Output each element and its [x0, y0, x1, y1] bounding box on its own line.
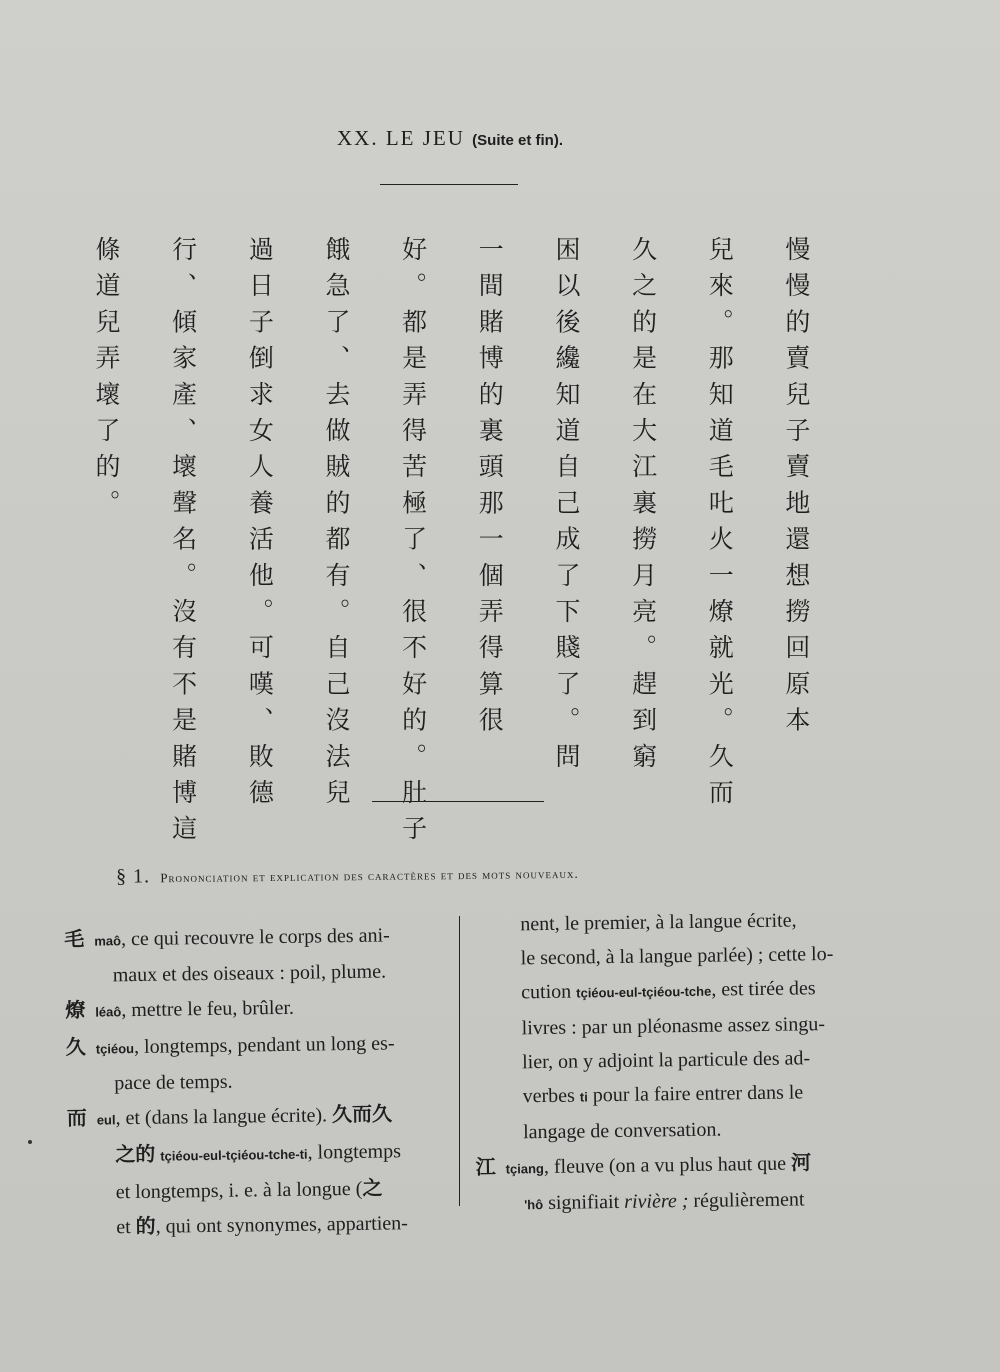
chinese-column-4: 困以後纔知道自己成了下賤了。問: [551, 236, 581, 779]
romanization: eul: [96, 1112, 116, 1128]
entry-continuation: nent, le premier, à la langue écrite,: [520, 909, 797, 936]
definition: et longtemps, i. e. à la longue (: [115, 1177, 363, 1204]
headword: 燎: [65, 997, 86, 1022]
entry-continuation: lier, on y adjoint la particule des ad-: [522, 1047, 811, 1074]
left-column: [64, 917, 458, 1245]
entry-continuation: maux et des oiseaux : poil, plume.: [112, 960, 387, 987]
chinese-text-block: [86, 236, 816, 852]
headword: 毛: [64, 926, 85, 951]
romanization: tçiéou-eul-tçiéou-tche-ti: [160, 1146, 308, 1164]
entry-line: [66, 1096, 456, 1138]
definition: pour la faire entrer dans le: [587, 1081, 804, 1107]
entry-continuation: le second, à la langue parlée) ; cette lo-: [520, 942, 834, 970]
headword: 而: [66, 1105, 87, 1130]
chinese-column-7: 餓急了、去做賊的都有。自己沒法兒: [321, 236, 351, 816]
romanization: léaô: [95, 1004, 122, 1020]
italic-term: rivière ;: [624, 1190, 689, 1213]
entry-line: [64, 917, 454, 959]
definition: , longtemps, pendant un long es-: [133, 1032, 395, 1059]
chinese-column-5: 一間賭博的裏頭那一個弄得算很: [475, 236, 505, 743]
romanization: ti: [579, 1089, 588, 1105]
title-main: XX. LE JEU: [337, 126, 465, 150]
definition: cution: [521, 980, 577, 1004]
entry-continuation: langage de conversation.: [522, 1118, 722, 1144]
entry-line: [65, 988, 455, 1030]
chinese-char: 河: [790, 1150, 812, 1175]
romanization: tçiang: [505, 1161, 545, 1177]
entry-continuation: [476, 1182, 852, 1223]
chinese-phrase: 之的: [115, 1141, 156, 1167]
chinese-phrase: 久而久: [331, 1101, 393, 1127]
entry-continuation: [67, 1133, 457, 1175]
headword: 江: [475, 1154, 496, 1179]
definition: , longtemps: [307, 1140, 402, 1164]
romanization: maô: [94, 933, 122, 949]
title-subtitle: (Suite et fin).: [472, 132, 563, 149]
romanization: 'hô: [524, 1197, 544, 1213]
chinese-column-3: 久之的是在大江裏撈月亮。趕到窮: [628, 236, 658, 779]
entry-continuation: pace de temps.: [114, 1070, 233, 1095]
definition: , mettre le feu, brûler.: [121, 996, 295, 1022]
chinese-column-1: 慢慢的賣兒子賣地還想撈回原本: [781, 236, 811, 743]
headword: 久: [65, 1034, 86, 1059]
definition: , et (dans la langue écrite).: [115, 1104, 328, 1130]
entry-continuation: [68, 1205, 458, 1245]
text-rule: [372, 801, 544, 802]
entry-line: [475, 1145, 851, 1187]
romanization: tçiéou: [95, 1041, 135, 1057]
definition: , fleuve (on a vu plus haut que: [543, 1152, 787, 1179]
chinese-column-9: 行、傾家產、壞聲名。沒有不是賭博這: [168, 236, 198, 852]
right-column: [472, 903, 852, 1223]
definition: verbes: [522, 1084, 580, 1108]
column-divider: [459, 916, 460, 1206]
chinese-column-8: 過日子倒求女人養活他。可嘆、敗德: [245, 236, 275, 816]
page-title: [0, 126, 900, 151]
definition: régulièrement: [688, 1188, 805, 1213]
chinese-char: 之: [362, 1175, 383, 1200]
definition: signifiait: [542, 1190, 625, 1215]
section-number: § 1.: [115, 865, 151, 888]
entry-line: [66, 1025, 456, 1067]
chinese-column-10: 條道兒弄壞了的。: [92, 236, 121, 526]
definition: , ce qui recouvre le corps des ani-: [120, 924, 390, 951]
entry-continuation: [68, 1170, 458, 1210]
section-heading: [116, 858, 816, 888]
chinese-char: 的: [135, 1213, 156, 1239]
definition: et: [116, 1216, 136, 1239]
title-rule: [380, 184, 518, 185]
definition: , est tirée des: [711, 977, 816, 1001]
definition: , qui ont synonymes, appartien-: [155, 1212, 409, 1238]
entry-continuation: livres : par un pléonasme assez singu-: [521, 1013, 826, 1040]
chinese-column-6: 好。都是弄得苦極了、很不好的。肚子: [398, 236, 428, 852]
chinese-column-2: 兒來。那知道毛𠮟火一燎就光。久而: [705, 236, 735, 816]
page-speck: [28, 1140, 32, 1144]
entry-continuation: [473, 971, 849, 1012]
entry-continuation: [474, 1075, 850, 1116]
romanization: tçiéou-eul-tçiéou-tche: [576, 983, 712, 1001]
section-title: Prononciation et explication des caractères et des mots nouveaux.: [160, 865, 579, 886]
